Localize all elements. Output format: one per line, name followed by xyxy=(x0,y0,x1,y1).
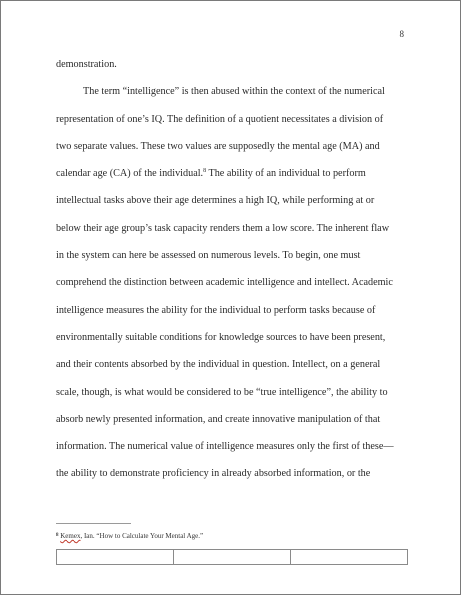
text-line: information. The numerical value of intelligence measures only the first of these— xyxy=(56,441,394,453)
text-line: absorb newly presented information, and create innovative manipulation of that xyxy=(56,413,381,425)
footer-table xyxy=(56,549,408,565)
text-line: the ability to demonstrate proficiency in already absorbed information, or the xyxy=(56,468,371,480)
footer-cell-left[interactable] xyxy=(57,550,174,565)
text-line: and their contents absorbed by the individual in question. Intellect, on a general xyxy=(56,359,381,371)
text-segment: The ability of an individual to perform xyxy=(206,168,366,180)
text-line: demonstration. xyxy=(56,59,117,70)
body-text[interactable] xyxy=(56,51,416,488)
text-line: comprehend the distinction between academic intelligence and intellect. Academic xyxy=(56,277,393,289)
footnote[interactable] xyxy=(56,532,203,540)
text-line: two separate values. These two values are supposedly the mental age (MA) and xyxy=(56,140,380,152)
text-line: representation of one’s IQ. The definition of a quotient necessitates a division of xyxy=(56,113,384,125)
text-segment: calendar age (CA) of the individual. xyxy=(56,168,204,180)
text-line: in the system can here be assessed on numerous levels. To begin, one must xyxy=(56,250,361,262)
text-line: scale, though, is what would be considered to be “true intelligence”, the ability to xyxy=(56,386,388,398)
footer-cell-right[interactable] xyxy=(291,550,408,565)
text-line: below their age group’s task capacity renders them a low score. The inherent flaw xyxy=(56,222,390,234)
footer-cell-center[interactable] xyxy=(174,550,291,565)
footnote-number: 8 xyxy=(56,533,59,538)
text-line-with-footnote xyxy=(56,160,416,187)
page-number: 8 xyxy=(399,29,404,39)
footnote-reference[interactable]: 8 xyxy=(203,168,207,175)
footnote-separator xyxy=(56,523,131,524)
text-line: environmentally suitable conditions for knowledge sources to have been present, xyxy=(56,331,386,343)
text-line: intelligence measures the ability for the individual to perform tasks because of xyxy=(56,304,376,316)
footnote-author-misspelled[interactable]: Kemex xyxy=(60,532,81,540)
text-line: intellectual tasks above their age determines a high IQ, while performing at or xyxy=(56,195,375,207)
footnote-text: , Ian. “How to Calculate Your Mental Age.” xyxy=(80,532,204,540)
text-line: The term “intelligence” is then abused within the context of the numerical xyxy=(83,86,385,98)
